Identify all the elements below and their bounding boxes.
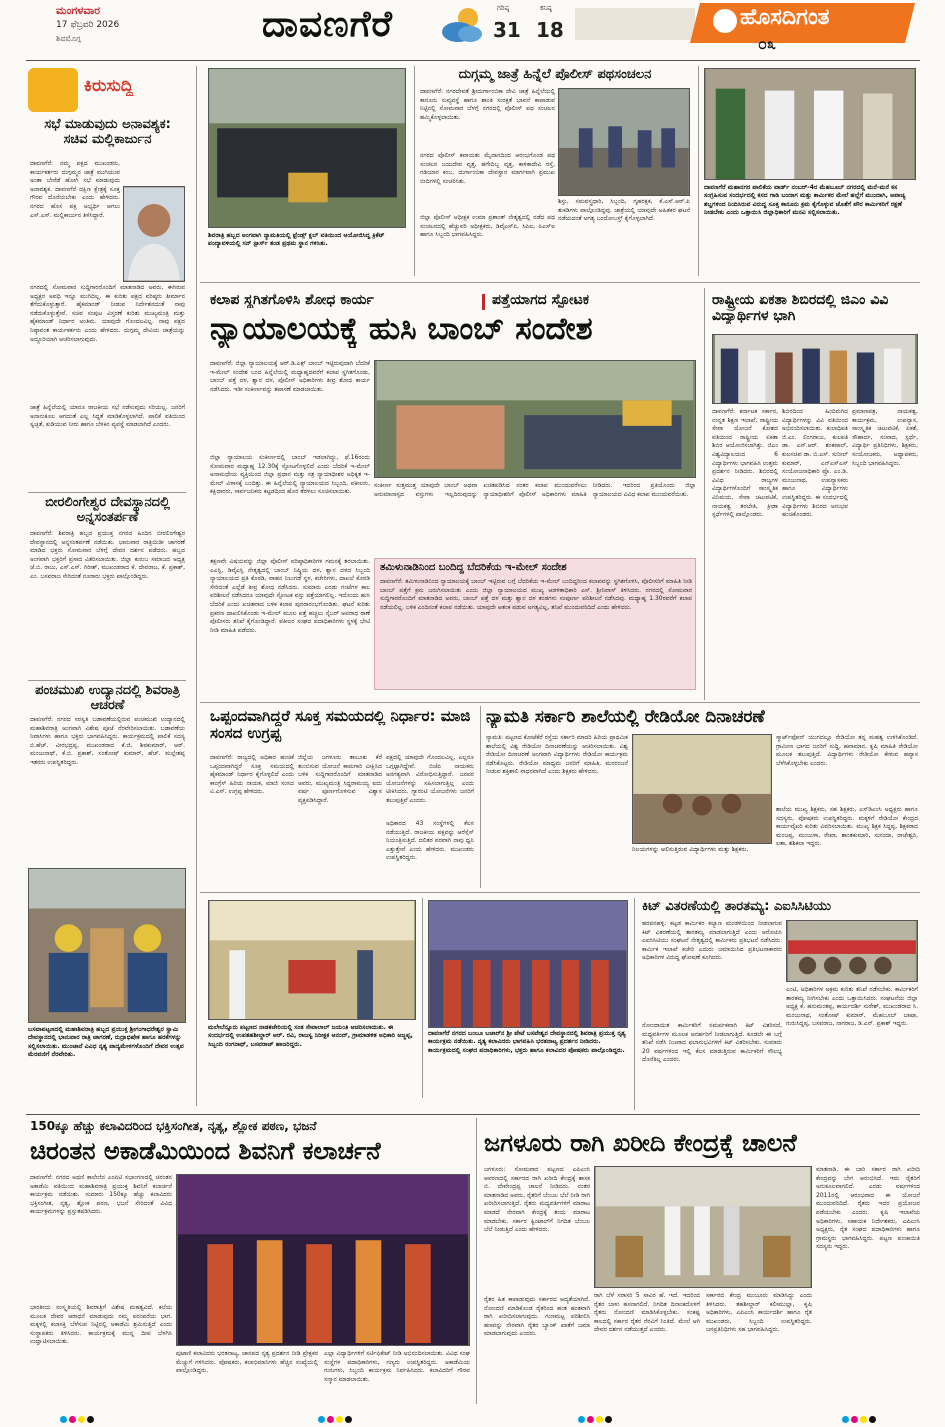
left-text-2: ದಾವಣಗೆರೆ: ಶಿವರಾತ್ರಿ ಹಬ್ಬದ ಪ್ರಯುಕ್ತ ನಗರದ ಹಿಂದಿನ ಬೀರಲಿಂಗೇಶ್ವರ ದೇವಸ್ಥಾನದಲ್ಲಿ ಅನ್ನಸಂತರ್ಪಣೆ ನಡೆಯಿತು. ಭಾನುವಾರ ರಾತ್ರಿಯಿಡೀ ಜಾಗರಣೆ ಮಾಡಿದ ಭಕ್ತರು ಸೋಮವಾರ ಬೆಳಿಗ್ಗೆ ದೇವರ ದರ್ಶನ ಪಡೆದರು. ಹಬ್ಬದ ಅಂಗವಾಗಿ ಭಕ್ತರಿಗೆ ಪ್ರಸಾದ ವಿತರಿಸಲಾಯಿತು. ಜಿಲ್ಲಾ ಕುರುಬ ಸಮಾಜದ ಅಧ್ಯಕ್ಷ ಜೆ.ಬಿ. ರಾಜು, ಎಸ್.ಎಸ್. ಗಿರೀಶ್, ಮುಖಂಡರಾದ ಕೆ. ದೇವರಾಜ, ಕೆ. ಪ್ರಕಾಶ್, ಎಂ. ಬಸವರಾಜ ಸೇರಿದಂತೆ ನೂರಾರು ಭಕ್ತರು ಪಾಲ್ಗೊಂಡಿದ್ದರು. [30,530,185,580]
basavapattana-photo [28,868,186,1023]
contract-headline: ಒಪ್ಪಂದವಾಗಿದ್ದರೆ ಸೂಕ್ತ ಸಮಯದಲ್ಲಿ ನಿರ್ಧಾರ: ಮಾಜಿ ಸಂಸದ ಉಗ್ರಪ್ಪ [210,708,471,743]
masthead-colorbar [575,8,695,40]
jvm-text-2: ಶಿಬಿರದಿಂದ ಹಿಂದಿರುಗಿದ ವಿದ್ಯಾರ್ಥಿಗಳನ್ನು ವಿವಿ ವತಿಯಿಂದ ಅಭಿನಂದಿಸಲಾಯಿತು. ಕುಲಾಧಿಪತಿ ಜಿ.ಎಂ. ಲಿಂಗರಾಜು, ಕುಲಪತಿ ಡಾ. ಎಸ್.ಆರ್. ಶಂಕಪಾಲ್, ಕುಲಸಚಿವ ಡಾ. ಬಿ.ಎಸ್. ಸುನೀಲ್ ಕುಮಾರ್, ಎನ್‌ಎಸ್‌ಎಸ್ ಸಂಯೋಜನಾಧಿಕಾರಿ ಪ್ರೊ. ಎಂ.ಡಿ. ಮಂಜುನಾಥ, ಉಪನ್ಯಾಸಕರು ಹಾಗೂ ವಿದ್ಯಾರ್ಥಿಗಳು ಉಪಸ್ಥಿತರಿದ್ದರು. ಈ ಸಂದರ್ಭದಲ್ಲಿ ವಿದ್ಯಾರ್ಥಿಗಳು ಶಿಬಿರದ ಅನುಭವ ಹಂಚಿಕೊಂಡರು. [782,408,848,519]
masthead-date: 17 ಫೆಬ್ರವರಿ 2026 [56,20,120,30]
left-headline-3: ಪಂಚಮುಖಿ ಉದ್ಯಾನದಲ್ಲಿ ಶಿವರಾತ್ರಿ ಆಚರಣೆ [35,684,180,713]
bomb-kicker-divider [482,294,485,310]
academy-kicker: 150ಕ್ಕೂ ಹೆಚ್ಚು ಕಲಾವಿದರಿಂದ ಭಕ್ತಿಸಂಗೀತ, ನೃತ್ಯ, ಶ್ಲೋಕ ಪಠಣ, ಭಜನೆ [30,1120,317,1133]
bomb-box-text: ದಾವಣಗೆರೆ: ತಮಿಳುನಾಡಿನಿಂದ ನ್ಯಾಯಾಲಯಕ್ಕೆ ಬಾಂಬ್ ಇಟ್ಟಿರುವ ಬಗ್ಗೆ ಬೆದರಿಕೆಯ ಇ-ಮೇಲ್ ಬಂದಿದ್ದರಿಂದ ಕಲಾಪವನ್ನು ಸ್ಥಗಿತಗೊಳಿಸಿ, ಪೊಲೀಸರಿಗೆ ಮಾಹಿತಿ ನೀಡಿ ಬಾಂಬ್ ಪತ್ತೆಗೆ ಕ್ರಮ ಜರುಗಿಸಲಾಯಿತು ಎಂದು ಜಿಲ್ಲಾ ನ್ಯಾಯಾಲಯದ ಮುಖ್ಯ ಆಡಳಿತಾಧಿಕಾರಿ ಎಸ್. ಶ್ರೀನಿವಾಸ್ ತಿಳಿಸಿದರು. ನಗರದಲ್ಲಿ ಸೋಮವಾರ ಸುದ್ದಿಗಾರರೊಂದಿಗೆ ಮಾತನಾಡಿದ ಅವರು, ಬಾಂಬ್ ಪತ್ತೆ ದಳ ಮತ್ತು ಶ್ವಾನ ದಳ ತಂಡಗಳು ಸಂಪೂರ್ಣ ಪರಿಶೀಲನೆ ನಡೆಸಿದವು. ಮಧ್ಯಾಹ್ನ 1.30ರವರೆಗೆ ಕಲಾಪ ನಡೆಯಲಿಲ್ಲ. ಬಳಿಕ ಎಂದಿನಂತೆ ಕಲಾಪ ನಡೆಯಿತು. ಯಾವುದೇ ಆತಂಕ ಪಡುವ ಅಗತ್ಯವಿಲ್ಲ, ತನಿಖೆ ಮುಂದುವರಿದಿದೆ ಎಂದು ಹೇಳಿದರು. [380,578,692,611]
jvm-photo [712,334,918,404]
left-text-1a: ದಾವಣಗೆರೆ: ನಮ್ಮ ಪಕ್ಷದ ಮುಖಂಡರು, ಕಾರ್ಯಕರ್ತರು ದುಗ್ಗಮ್ಮನ ಜಾತ್ರೆ ಮುಗಿಯುವ ಅಂತಾ ಬೇರೆಡೆ ಹೋಗಿ ಸಭೆ ಮಾಡುವುದು ಅನಾವಶ್ಯಕ. ದಾವಣಗೆರೆ ದಕ್ಷಿಣ ಕ್ಷೇತ್ರಕ್ಕೆ ಸೂಕ್ತ ಗೌರವ ದೊರೆಯಬೇಕು ಎಂದು ಹೇಳಿದರು. ನಗರದ ಹೊಸ ಪಕ್ಷ ಅಭ್ಯರ್ಥಿ ಆಗಲು ಎಸ್.ಎಸ್. ಮಲ್ಲಿಕಾರ್ಜುನ ತಿಳಿಸಿದ್ದಾರೆ. [30,160,120,219]
radio-text-2: ಸ್ಮಾರ್ಟ್‌ಫೋನ್ ಯುಗದಲ್ಲೂ ರೇಡಿಯೋ ತನ್ನ ಮಹತ್ವ ಉಳಿಸಿಕೊಂಡಿದೆ. ಗ್ರಾಮೀಣ ಭಾಗದ ಜನರಿಗೆ ಸುದ್ದಿ, ಹವಾಮಾನ, ಕೃಷಿ ಮಾಹಿತಿ ರೇಡಿಯೋ ಮೂಲಕ ತಲುಪುತ್ತಿದೆ. ವಿದ್ಯಾರ್ಥಿಗಳು ರೇಡಿಯೋ ಕೇಳುವ ಹವ್ಯಾಸ ಬೆಳೆಸಿಕೊಳ್ಳಬೇಕು ಎಂದರು. [776,734,918,767]
jvm-headline: ರಾಷ್ಟ್ರೀಯ ಏಕತಾ ಶಿಬಿರದಲ್ಲಿ ಜಿಎಂ ವಿವಿ ವಿದ್ಯಾರ್ಥಿಗಳ ಭಾಗಿ [712,292,889,325]
left-headline-2: ಬೀರಲಿಂಗೇಶ್ವರ ದೇವಸ್ಥಾನದಲ್ಲಿ ಅನ್ನಸಂತರ್ಪಣೆ [45,496,170,525]
police-march-text-2: ನಗರದ ಪೊಲೀಸ್ ಕವಾಯತು ಮೈದಾನದಿಂದ ಆರಂಭಗೊಂಡ ಪಥ ಸಂಚಲನ ಜಯದೇವ ವೃತ್ತ, ಹಗೇದಿಬ್ಬ ವೃತ್ತ, ಕಾಳಿಕಾದೇವಿ ರಸ್ತೆ, ಗಡಿಯಾರ ಕಂಬ, ದುರ್ಗಾಂಬಿಕಾ ದೇವಸ್ಥಾನ ಮಾರ್ಗವಾಗಿ ಪ್ರಮುಖ ಬೀದಿಗಳಲ್ಲಿ ಸಂಚರಿಸಿತು. [420,152,555,185]
min-temp: 18 [536,18,564,42]
max-temp: 31 [493,18,521,42]
row-rule-3 [200,892,920,893]
police-march-text-1: ದಾವಣಗೆರೆ: ನಗರದೇವತೆ ಶ್ರೀದುರ್ಗಾಂಬಿಕಾ ದೇವಿ ಜಾತ್ರೆ ಹಿನ್ನೆಲೆಯಲ್ಲಿ ಕಾನೂನು ಸುವ್ಯವಸ್ಥೆ ಹಾಗೂ ಶಾಂತಿ ಸುರಕ್ಷತೆ ಭಾವನೆ ಕಾಪಾಡುವ ನಿಟ್ಟಿನಲ್ಲಿ ಸೋಮವಾರ ಬೆಳಗ್ಗೆ ನಗರದಲ್ಲಿ ಪೊಲೀಸ್ ಪಥ ಸಂಚಲನ ಹಮ್ಮಿಕೊಳ್ಳಲಾಯಿತು. [420,88,555,121]
left-text-1b: ನಗರದಲ್ಲಿ ಸೋಮವಾರ ಸುದ್ದಿಗಾರರೊಂದಿಗೆ ಮಾತನಾಡಿದ ಅವರು, ಈಗಿರುವ ಅಧ್ಯಕ್ಷರ ಅವಧಿ ಇನ್ನೂ ಮುಗಿದಿಲ್ಲ. ಈ ಕುರಿತು ಪಕ್ಷದ ವರಿಷ್ಠರು ತೀರ್ಮಾನ ತೆಗೆದುಕೊಳ್ಳುತ್ತಾರೆ. ಹೈಕಮಾಂಡ್ ನೀಡುವ ನಿರ್ದೇಶನದಂತೆ ನಾವು ನಡೆದುಕೊಳ್ಳುತ್ತೇವೆ. ಸಚಿವ ಸಂಪುಟ ವಿಸ್ತರಣೆ ಕುರಿತು ಮುಖ್ಯಮಂತ್ರಿ ಮತ್ತು ಹೈಕಮಾಂಡ್ ನಿರ್ಧಾರ ಅಂತಿಮ. ಯಾವುದೇ ಗೊಂದಲವಿಲ್ಲ. ನಾವು ಪಕ್ಷದ ನಿಷ್ಠಾವಂತ ಕಾರ್ಯಕರ್ತರು ಎಂದು ಹೇಳಿದರು. ದುಗ್ಗಮ್ಮ ದೇವಿಯ ಜಾತ್ರೆಯನ್ನು ಅದ್ದೂರಿಯಾಗಿ ಆಚರಿಸಲಾಗುವುದು. [30,284,185,343]
academy-text-2: ಭಾರತೀಯ ಸಂಸ್ಕೃತಿಯಲ್ಲಿ ಶಿವರಾತ್ರಿಗೆ ವಿಶೇಷ ಮಹತ್ವವಿದೆ. ಕಲೆಯ ಮೂಲಕ ದೇವರ ಆರಾಧನೆ ಮಾಡುವುದು ನಮ್ಮ ಪರಂಪರೆಯ ಭಾಗ. ಮಕ್ಕಳಲ್ಲಿ ಕಲಾಸಕ್ತಿ ಬೆಳೆಸುವ ನಿಟ್ಟಿನಲ್ಲಿ ಅಕಾಡೆಮಿ ಶ್ರಮಿಸುತ್ತಿದೆ ಎಂದು ಸಂಸ್ಥಾಪಕರು ತಿಳಿಸಿದರು. ಕಾರ್ಯಕ್ರಮಕ್ಕೆ ಮುನ್ನ ದೀಪ ಬೆಳಗಿಸಿ ಉದ್ಘಾಟಿಸಲಾಯಿತು. [30,1304,172,1346]
ragi-text-3: ರಾಗಿ ಬೆಳೆ ಸರಾಸರಿ 5 ಸಾವಿರ ಹೆ. ಇದೆ. ಇದರಿಂದ ರೈತರ ಬಾಳು ಹಸನಾಗಲಿದೆ. ನಿಗದಿತ ದಿನಾಂಕದೊಳಗೆ ರೈತರು ನೋಂದಣಿ ಮಾಡಿಸಿಕೊಳ್ಳಬೇಕು. ಸಂಕಷ್ಟ ಕಾಲದಲ್ಲಿ ಸರ್ಕಾರ ರೈತರ ನೆರವಿಗೆ ನಿಂತಿದೆ. ಮೇಲೆ ಆಗಿ ದೇವರ ದರ್ಶನ ನಡೆಯುತ್ತದೆ ಎಂದರು. [594,1292,700,1334]
ragi-text-4: ಸರ್ಕಾರದ ಕೇಂದ್ರ ಮಂಜೂರು ಮಾಡಿಸಿದ್ದು ಎಂದು ತಿಳಿಸಿದರು. ತಹಶೀಲ್ದಾರ್ ಕಲೀಮುಲ್ಲಾ, ಕೃಷಿ ಅಧಿಕಾರಿಗಳು, ಎಪಿಎಂಸಿ ಕಾರ್ಯದರ್ಶಿ ಹಾಗೂ ರೈತ ಮುಖಂಡರು, ಸಿಬ್ಬಂದಿ ಉಪಸ್ಥಿತರಿದ್ದರು. ಜನಪ್ರತಿನಿಧಿಗಳು ಸಹ ಭಾಗವಹಿಸಿದ್ದರು. [706,1292,812,1334]
left-text-1c: ಜಾತ್ರೆ ಹಿನ್ನೆಲೆಯಲ್ಲಿ ಯಾರೂ ರಾಜಕೀಯ ಸಭೆ ನಡೆಸುವುದು ಸರಿಯಲ್ಲ. ಜನರಿಗೆ ಅನಾನುಕೂಲ ಆಗದಂತೆ ಎಲ್ಲ ಸಿದ್ಧತೆ ಮಾಡಿಕೊಳ್ಳಲಾಗಿದೆ. ಪಾಲಿಕೆ ವತಿಯಿಂದ ಸ್ವಚ್ಛತೆ, ಕುಡಿಯುವ ನೀರು ಹಾಗೂ ಬೆಳಕಿನ ವ್ಯವಸ್ಥೆ ಮಾಡಲಾಗಿದೆ ಎಂದರು. [30,404,185,429]
jvm-text-1: ದಾವಣಗೆರೆ: ಕರ್ನಾಟಕ ಸರ್ಕಾರ, ಉನ್ನತ ಶಿಕ್ಷಣ ಇಲಾಖೆ, ರಾಷ್ಟ್ರೀಯ ಸೇವಾ ಯೋಜನೆ ಕೋಶದ ವತಿಯಿಂದ ರಾಷ್ಟ್ರೀಯ ಏಕತಾ ಶಿಬಿರ ಆಯೋಜಿಸಲಾಗಿತ್ತು. ಜಿಎಂ ವಿಶ್ವವಿದ್ಯಾಲಯದ 6 ವಿದ್ಯಾರ್ಥಿಗಳು ಭಾಗವಹಿಸಿ ಉತ್ತಮ ಪ್ರದರ್ಶನ ನೀಡಿದರು. ಶಿಬಿರದಲ್ಲಿ ವಿವಿಧ ರಾಜ್ಯಗಳ ವಿದ್ಯಾರ್ಥಿಗಳೊಂದಿಗೆ ಸಾಂಸ್ಕೃತಿಕ ವಿನಿಮಯ, ಸೇವಾ ಚಟುವಟಿಕೆ, ನಾಯಕತ್ವ ತರಬೇತಿ, ಕ್ರೀಡಾ ಸ್ಪರ್ಧೆಗಳಲ್ಲಿ ಪಾಲ್ಗೊಂಡರು. [712,408,778,519]
row-rule-4 [26,1114,920,1115]
contract-text-4: ಅಧಿಕಾರದ 43 ಸಂಸ್ಥೆಗಳಲ್ಲಿ ಕೆಲಸ ನಡೆಯುತ್ತಿದೆ. ರಾಜಕೀಯ ಪಕ್ಷವನ್ನು ಆರೆಸ್ಸೆಸ್ ನಿಯಂತ್ರಿಸುತ್ತಿದೆ. ದಲಿತರ ಪರವಾಗಿ ನಾವು ಧ್ವನಿ ಎತ್ತುತ್ತೇವೆ ಎಂದು ಹೇಳಿದರು. ಮುಖಂಡರು ಉಪಸ್ಥಿತರಿದ್ದರು. [386,820,474,862]
police-march-photo [558,88,690,196]
academy-text-3: ಪುಟಾಣಿ ಕಲಾವಿದರು ಭರತನಾಟ್ಯ, ಜಾನಪದ ನೃತ್ಯ ಪ್ರದರ್ಶನ ನೀಡಿ ಪ್ರೇಕ್ಷಕರ ಮೆಚ್ಚುಗೆ ಗಳಿಸಿದರು. ಪೋಷಕರು, ಕಲಾಭಿಮಾನಿಗಳು ಹೆಚ್ಚಿನ ಸಂಖ್ಯೆಯಲ್ಲಿ ಪಾಲ್ಗೊಂಡಿದ್ದರು. [176,1350,318,1375]
dance-caption: ದಾವಣಗೆರೆ ನಗರದ ಬಂಬೂ ಬಜಾರ್‌ನ ಶ್ರೀ ಪೇಟೆ ಬಸವೇಶ್ವರ ದೇವಸ್ಥಾನದಲ್ಲಿ ಶಿವರಾತ್ರಿ ಪ್ರಯುಕ್ತ ನೃತ್ಯ ಕಾರ್ಯಕ್ರಮ ನಡೆಯಿತು. ನೃತ್ಯ ಕಲಾವಿದರು ಭಾಗವಹಿಸಿ ಭರತನಾಟ್ಯ ಪ್ರದರ್ಶನ ನೀಡಿದರು. ಕಾರ್ಯಕ್ರಮದಲ್ಲಿ ಸಂಘದ ಪದಾಧಿಕಾರಿಗಳು, ಭಕ್ತರು ಹಾಗೂ ಕಲಾವಿದರ ಪೋಷಕರು ಪಾಲ್ಗೊಂಡಿದ್ದರು. [428,1030,626,1054]
ragi-text-1: ಜಗಳೂರು: ಸೋಮವಾರ ಪಟ್ಟಣದ ಎಪಿಎಂಸಿ ಆವರಣದಲ್ಲಿ ಸರ್ಕಾರದ ರಾಗಿ ಖರೀದಿ ಕೇಂದ್ರಕ್ಕೆ ಶಾಸಕ ಬಿ. ದೇವೇಂದ್ರಪ್ಪ ಚಾಲನೆ ನೀಡಿದರು. ನಂತರ ಮಾತನಾಡಿದ ಅವರು, ರೈತರಿಗೆ ಬೆಂಬಲ ಬೆಲೆ ನೀಡಿ ರಾಗಿ ಖರೀದಿಸಲಾಗುತ್ತಿದೆ. ರೈತರು ಮಧ್ಯವರ್ತಿಗಳಿಗೆ ಮಾರಾಟ ಮಾಡದೆ ನೇರವಾಗಿ ಕೇಂದ್ರಕ್ಕೆ ತಂದು ಮಾರಾಟ ಮಾಡಬೇಕು. ಸರ್ಕಾರ ಕ್ವಿಂಟಾಲ್‌ಗೆ ನಿಗದಿತ ಬೆಂಬಲ ಬೆಲೆ ನೀಡುತ್ತಿದೆ ಎಂದು ಹೇಳಿದರು. [484,1166,590,1234]
sevalal-photo [208,900,416,1020]
memorandum-photo [704,68,916,180]
masthead-day: ಮಂಗಳವಾರ [56,4,101,17]
kirusuddi-banner [28,68,184,112]
bomb-kicker-2: ಪತ್ತೆಯಾಗದ ಸ್ಫೋಟಕ [492,292,590,308]
col-rule-left [196,66,197,1106]
col-rule-mid-2 [480,706,481,888]
protest-photo [786,920,918,982]
contract-text-1: ದಾವಣಗೆರೆ: ರಾಜ್ಯದಲ್ಲಿ ಅಧಿಕಾರ ಹಂಚಿಕೆ ಒಪ್ಪಂದವಾಗಿದ್ದರೆ ಸೂಕ್ತ ಸಮಯದಲ್ಲಿ ಹೈಕಮಾಂಡ್ ನಿರ್ಧಾರ ಕೈಗೊಳ್ಳಲಿದೆ ಎಂದು ಕಾಂಗ್ರೆಸ್ ಹಿರಿಯ ನಾಯಕ, ಮಾಜಿ ಸಂಸದ ವಿ.ಎಸ್. ಉಗ್ರಪ್ಪ ಹೇಳಿದರು. [210,754,294,796]
academy-text-1: ದಾವಣಗೆರೆ: ನಗರದ ಅಥಣಿ ಕಾಲೇಜಿನ ಎಂಪಿಟಿ ಸಭಾಂಗಣದಲ್ಲಿ ಚಿರಂತನ ಅಕಾಡೆಮಿ ವತಿಯಿಂದ ಮಹಾಶಿವರಾತ್ರಿ ಪ್ರಯುಕ್ತ ಶಿವನಿಗೆ ಕಲಾರ್ಚನೆ ಕಾರ್ಯಕ್ರಮ ನಡೆಯಿತು. ಸುಮಾರು 150ಕ್ಕೂ ಹೆಚ್ಚು ಕಲಾವಿದರು ಭಕ್ತಿಸಂಗೀತ, ನೃತ್ಯ, ಶ್ಲೋಕ ಪಠಣ, ಭಜನೆ ಸೇರಿದಂತೆ ವಿವಿಧ ಕಾರ್ಯಕ್ರಮಗಳನ್ನು ಪ್ರಸ್ತುತಪಡಿಸಿದರು. [30,1174,172,1216]
radio-text-3: ಶಾಲೆಯ ಮುಖ್ಯ ಶಿಕ್ಷಕರು, ಸಹ ಶಿಕ್ಷಕರು, ಎಸ್‌ಡಿಎಂಸಿ ಅಧ್ಯಕ್ಷರು ಹಾಗೂ ಸದಸ್ಯರು, ಪೋಷಕರು ಉಪಸ್ಥಿತರಿದ್ದರು. ಮಕ್ಕಳಿಗೆ ರೇಡಿಯೋ ಕೇಂದ್ರದ ಕಾರ್ಯವೈಖರಿ ಕುರಿತು ವಿವರಿಸಲಾಯಿತು. ಮುಖ್ಯ ಶಿಕ್ಷಕ ಸಿದ್ದಪ್ಪ, ಶಿಕ್ಷಕರಾದ ಮಂಜಪ್ಪ, ಮಂಜುಳಾ, ರೇಖಾ, ಶಾಂತಕುಮಾರಿ, ಸುನಂದಾ, ರಾಜೇಶ್ವರಿ, ಲತಾ, ಶಶಿಕಲಾ ಇದ್ದರು. [776,806,918,848]
kirusuddi-icon [28,68,78,112]
bomb-text-4: ಸಂಕೀರ್ಣ ಸುತ್ತಮುತ್ತ ಯಾವುದೇ ಬಾಂಬ್ ಅಥವಾ ಅನುಮಾನಾಸ್ಪದ ವಸ್ತುಗಳು ಇಲ್ಲದಿರುವುದನ್ನು ಖಚಿತಪಡಿಸಿದ ನಂತರ ಕಲಾಪ ಮುಂದುವರೆಸಲು ನ್ಯಾಯಾಧೀಶರಿಗೆ ಪೊಲೀಸ್ ಅಧಿಕಾರಿಗಳು ಮಾಹಿತಿ ನೀಡಿದರು. ಇದರಿಂದ ಪ್ರತಿಯೊಂದು ಜಿಲ್ಲಾ ನ್ಯಾಯಾಲಯದ ವಿವಿಧ ಕಲಾಪ ಮುಂದುವರೆಯಿತು. [374,482,696,498]
left-headline-1: ಸಭೆ ಮಾಡುವುದು ಅನಾವಶ್ಯಕ: ಸಚಿವ ಮಲ್ಲಿಕಾರ್ಜುನ [44,118,171,147]
dance-photo [428,900,628,1028]
max-label: ಗರಿಷ್ಠ [497,4,510,12]
jvm-text-3: ಪ್ರಮಾಣಪತ್ರ, ನಾಯಕತ್ವ, ಕಾರ್ಯಕ್ರಮ, ಉಪನ್ಯಾಸ, ಸಾಂಸ್ಕೃತಿಕ ಚಟುವಟಿಕೆ, ಏಕತೆ, ಸೌಹಾರ್ದ, ಸಂವಾದ, ಸ್ಪರ್ಧೆ, ವಿದ್ಯಾರ್ಥಿ ಪ್ರತಿನಿಧಿಗಳು, ಶಿಕ್ಷಕರು, ಸಂಯೋಜಕರು, ಅಧ್ಯಾಪಕರು, ಸಿಬ್ಬಂದಿ ಭಾಗವಹಿಸಿದ್ದರು. [852,408,918,467]
cricket-photo [208,68,406,228]
kirusuddi-label: ಕಿರುಸುದ್ದಿ [84,76,134,96]
col-rule-mid-1 [704,288,705,700]
kit-headline: ಕಿಟ್ ವಿತರಣೆಯಲ್ಲಿ ತಾರತಮ್ಯ: ಎಐಸಿಸಿಟಿಯು [642,900,832,914]
academy-text-4: ಎಲ್ಲಾ ವಿದ್ಯಾರ್ಥಿಗಳಿಗೆ ಸರ್ಟಿಫಿಕೇಟ್ ನೀಡಿ ಅಭಿನಂದಿಸಲಾಯಿತು. ವಿವಿಧ ಸಂಘ ಸಂಸ್ಥೆಗಳ ಪದಾಧಿಕಾರಿಗಳು, ಗಣ್ಯರು ಉಪಸ್ಥಿತರಿದ್ದರು. ಅಕಾಡೆಮಿಯ ಗುರುಗಳು, ಸಿಬ್ಬಂದಿ ಕಾರ್ಯಕ್ರಮ ನಿರ್ವಹಿಸಿದರು. ಕಲಾವಿದರಿಗೆ ಗೌರವ ಸನ್ಮಾನ ಮಾಡಲಾಯಿತು. [324,1350,470,1383]
col-rule-bottom [476,1118,477,1404]
masthead-rule [26,60,920,61]
kit-text-3: ಎಂಟಿ, ಅಧಿಕಾರಿಗಳ ಅಕ್ರಮ ಕುರಿತು ತನಿಖೆ ನಡೆಸಬೇಕು. ಕಾರ್ಮಿಕರಿಗೆ ತಾರತಮ್ಯ ನೀಗಿಸಬೇಕು ಎಂದು ಒತ್ತಾಯಿಸಿದರು. ಸಂಘಟನೆಯ ಜಿಲ್ಲಾ ಅಧ್ಯಕ್ಷ ಕೆ. ಹನುಮಂತಪ್ಪ, ಕಾರ್ಯದರ್ಶಿ ಸುರೇಶ್, ಮುಖಂಡರಾದ ಸಿ. ಮಂಜುನಾಥ, ಸಂತೋಷ್ ಕುಮಾರ್, ಮೆಹಬೂಬ್ ಬಾಷಾ, ಗುರುಸಿದ್ದಪ್ಪ, ಬಸವರಾಜ, ನಾಗರಾಜ, ಡಿ.ಎನ್. ಪ್ರಕಾಶ್ ಇದ್ದರು. [786,986,918,1028]
min-label: ಕನಿಷ್ಠ [540,4,552,12]
col-rule-top-1 [414,66,415,276]
police-march-text-3: ಜಿಲ್ಲಾ ಪೊಲೀಸ್ ಅಧೀಕ್ಷಕ ಉಮಾ ಪ್ರಶಾಂತ್ ನೇತೃತ್ವದಲ್ಲಿ ನಡೆದ ಪಥ ಸಂಚಲನದಲ್ಲಿ ಹೆಚ್ಚುವರಿ ಅಧೀಕ್ಷಕರು, ಡಿವೈಎಸ್‌ಪಿ, ಸಿಪಿಐ, ಪಿಎಸ್‌ಐ ಹಾಗೂ ಸಿಬ್ಬಂದಿ ಭಾಗವಹಿಸಿದ್ದರು. [420,214,555,239]
basavapattana-caption: ಬಸವಾಪಟ್ಟಣದಲ್ಲಿ ಮಹಾಶಿವರಾತ್ರಿ ಹಬ್ಬದ ಪ್ರಯುಕ್ತ ಶ್ರೀಗಂಗಾಧರೇಶ್ವರ ಸ್ವಾಮಿ ದೇವಸ್ಥಾನದಲ್ಲಿ ಭಾನುವಾರ ರಾತ್ರಿ ಜಾಗರಣೆ, ರುದ್ರಾಭಿಷೇಕ ಹಾಗೂ ಹರಕೆಗಳನ್ನು ಸಲ್ಲಿಸಲಾಯಿತು. ಮುಂಜಾನೆ ವಿವಿಧ ನೃತ್ಯ ವಾದ್ಯಮೇಳಗಳೊಂದಿಗೆ ದೇವರ ಉತ್ಸವ ಮೆರವಣಿಗೆ ನೆರವೇರಿತು. [28,1026,184,1059]
academy-headline: ಚಿರಂತನ ಅಕಾಡೆಮಿಯಿಂದ ಶಿವನಿಗೆ ಕಲಾರ್ಚನೆ [30,1138,381,1165]
left-text-3: ದಾವಣಗೆರೆ: ನಗರದ ಸರಸ್ವತಿ ಬಡಾವಣೆಯಲ್ಲಿರುವ ಪಂಚಮುಖಿ ಉದ್ಯಾನದಲ್ಲಿ ಮಹಾಶಿವರಾತ್ರಿ ಅಂಗವಾಗಿ ವಿಶೇಷ ಪೂಜೆ ನೆರವೇರಿಸಲಾಯಿತು. ಬಡಾವಣೆಯ ನಿವಾಸಿಗಳು ಹಾಗೂ ಭಕ್ತರು ಭಾಗವಹಿಸಿದ್ದರು. ಕಾರ್ಯಕ್ರಮದಲ್ಲಿ ಪಾಲಿಕೆ ಸದಸ್ಯ ಬಿ.ಹೆಚ್. ವೀರಭದ್ರಪ್ಪ, ಮುಖಂಡರಾದ ಕೆ.ಜಿ. ಶಿವಕುಮಾರ್, ಆರ್. ಮಂಜುನಾಥ್, ಕೆ.ಬಿ. ಪ್ರಕಾಶ್, ಸಂತೋಷ್ ಕುಮಾರ್, ಹೆಚ್. ಮಲ್ಲೇಶಪ್ಪ ಇತರರು ಉಪಸ್ಥಿತರಿದ್ದರು. [30,716,185,766]
radio-text-1: ನ್ಯಾಮತಿ: ಪಟ್ಟಣದ ಕೋಟೆಕೆರೆ ರಸ್ತೆಯ ಸರ್ಕಾರಿ ಮಾದರಿ ಹಿರಿಯ ಪ್ರಾಥಮಿಕ ಶಾಲೆಯಲ್ಲಿ ವಿಶ್ವ ರೇಡಿಯೋ ದಿನಾಚರಣೆಯನ್ನು ಆಚರಿಸಲಾಯಿತು. ವಿಶ್ವ ರೇಡಿಯೋ ದಿನಾಚರಣೆ ಅಂಗವಾಗಿ ವಿದ್ಯಾರ್ಥಿಗಳು ರೇಡಿಯೋ ಕಾರ್ಯಕ್ರಮ ನಡೆಸಿಕೊಟ್ಟರು. ರೇಡಿಯೋ ಮಾಧ್ಯಮ ಜನರಿಗೆ ಮಾಹಿತಿ, ಮನರಂಜನೆ ನೀಡುವ ಶಕ್ತಿಶಾಲಿ ಸಾಧನವಾಗಿದೆ ಎಂದು ಶಿಕ್ಷಕರು ಹೇಳಿದರು. [486,734,628,776]
ragi-text-5: ಮಾತನಾಡಿ, ಈ ಬಾರಿ ಸರ್ಕಾರ ರಾಗಿ ಖರೀದಿ ಕೇಂದ್ರವನ್ನು ಬೇಗ ಆರಂಭಿಸಿದೆ. ಇದು ರೈತರಿಗೆ ಅನುಕೂಲವಾಗಲಿದೆ. ಎರಡು ವರ್ಷಗಳಿಂದ 2011ರಲ್ಲಿ ಆರಂಭವಾದ ಈ ಯೋಜನೆ ಮುಂದುವರಿದಿದೆ. ರೈತರು ಇದರ ಪ್ರಯೋಜನ ಪಡೆಯಬೇಕು ಎಂದರು. ಕೃಷಿ ಇಲಾಖೆಯ ಅಧಿಕಾರಿಗಳು, ಸಹಾಯಕ ನಿರ್ದೇಶಕರು, ಎಪಿಎಂಸಿ ಅಧ್ಯಕ್ಷರು, ರೈತ ಸಂಘದ ಪದಾಧಿಕಾರಿಗಳು ಹಾಗೂ ಗ್ರಾಮಸ್ಥರು ಭಾಗವಹಿಸಿದ್ದರು. ಪಟ್ಟಣ ಪಂಚಾಯಿತಿ ಸದಸ್ಯರು ಇದ್ದರು. [816,1166,920,1251]
police-march-headline: ದುಗ್ಗಮ್ಮ ಜಾತ್ರೆ ಹಿನ್ನೆಲೆ ಪೊಲೀಸ್ ಪಥಸಂಚಲನ [458,68,652,82]
row-rule-1 [200,282,920,283]
col-rule-top-2 [698,66,699,276]
page-number: ೦೩ [758,34,776,52]
left-rule-1 [28,492,186,493]
academy-photo [176,1174,470,1346]
police-march-text-4: ಶಿಸ್ತು, ಸಮವಸ್ತ್ರಧಾರಿ, ಸಿಬ್ಬಂದಿ, ಗೃಹರಕ್ಷಕ, ಕೆ.ಎಸ್.ಆರ್.ಪಿ ತುಕಡಿಗಳು ಪಾಲ್ಗೊಂಡಿದ್ದವು. ಜಾತ್ರೆಯಲ್ಲಿ ಯಾವುದೇ ಅಹಿತಕರ ಘಟನೆ ನಡೆಯದಂತೆ ಅಗತ್ಯ ಬಂದೋಬಸ್ತ್ ಕೈಗೊಳ್ಳಲಾಗಿದೆ. [558,198,690,223]
paper-logo-icon [713,9,737,33]
bomb-box-headline: ತಮಿಳುನಾಡಿನಿಂದ ಬಂದಿದ್ದ ಬೆದರಿಕೆಯ ಇ-ಮೇಲ್ ಸಂದೇಶ [380,562,567,573]
contract-text-2: ಜಿಲ್ಲೆಯ ಜಗಳೂರು ತಾಲೂಕು ಕೆರೆ ತುಂಬಿಸುವ ಯೋಜನೆ ಕಾಮಗಾರಿ ವೀಕ್ಷಿಸಿದ ಬಳಿಕ ಸುದ್ದಿಗಾರರೊಂದಿಗೆ ಮಾತನಾಡಿದ ಅವರು, ಮುಖ್ಯಮಂತ್ರಿ ಸಿದ್ದರಾಮಯ್ಯ ಐದು ವರ್ಷ ಪೂರ್ಣಗೊಳಿಸುವ ವಿಶ್ವಾಸ ವ್ಯಕ್ತಪಡಿಸಿದ್ದಾರೆ. [298,754,382,804]
paper-name: ಹೊಸದಿಗಂತ [740,5,830,30]
memorandum-caption: ದಾವಣಗೆರೆ ಮಹಾನಗರ ಪಾಲಿಕೆಯ ವಾರ್ಡ್ ನಂಬರ್-4ರ ಮೆಹಬೂಬ್ ನಗರದಲ್ಲಿ ಮನೆ-ಮನೆ ಕಸ ಸಂಗ್ರಹಿಸುವ ಸಂದರ್ಭದಲ್ಲಿ ಕಸದ ಗಾಡಿ ಬಂದಾಗ ಮತ್ತು ಕಾರ್ಮಿಕರ ಮೇಲೆ ಹಲ್ಲೆಗೆ ಮುಂದಾಗಿ, ಅವಾಚ್ಯ ಶಬ್ದಗಳಿಂದ ನಿಂದಿಸಿರುವ ವಿರುದ್ಧ ಸೂಕ್ತ ಕಾನೂನು ಕ್ರಮ ಕೈಗೊಳ್ಳುವ ಜೊತೆಗೆ ಪೌರ ಕಾರ್ಮಿಕರಿಗೆ ರಕ್ಷಣೆ ನೀಡಬೇಕು ಎಂದು ಒತ್ತಾಯಿಸಿ ಜಿಲ್ಲಾಧಿಕಾರಿಗೆ ಮನವಿ ಸಲ್ಲಿಸಲಾಯಿತು. [704,184,906,217]
kit-text-1: ಹರಪನಹಳ್ಳಿ: ಕಟ್ಟಡ ಕಾರ್ಮಿಕರ ಕಲ್ಯಾಣ ಮಂಡಳಿಯಿಂದ ನೀಡಲಾಗುವ ಕಿಟ್ ವಿತರಣೆಯಲ್ಲಿ ತಾರತಮ್ಯ ಮಾಡಲಾಗುತ್ತಿದೆ ಎಂದು ಆರೋಪಿಸಿ ಎಐಸಿಸಿಟಿಯು ಸಂಘಟನೆ ನೇತೃತ್ವದಲ್ಲಿ ಕಾರ್ಮಿಕರು ಪ್ರತಿಭಟನೆ ನಡೆಸಿದರು. ಕಾರ್ಮಿಕ ಇಲಾಖೆ ಕಚೇರಿ ಎದುರು ಜಮಾಯಿಸಿದ ಪ್ರತಿಭಟನಾಕಾರರು ಅಧಿಕಾರಿಗಳ ವಿರುದ್ಧ ಘೋಷಣೆ ಕೂಗಿದರು. [642,920,782,962]
weather-icon [436,4,488,46]
bomb-text-3: ತಕ್ಷಣವೇ ವಿಷಯವನ್ನು ಜಿಲ್ಲಾ ಪೊಲೀಸ್ ವರಿಷ್ಠಾಧಿಕಾರಿಗಳ ಗಮನಕ್ಕೆ ತರಲಾಯಿತು. ಎಎಸ್ಪಿ, ಡಿವೈಎಸ್ಪಿ ನೇತೃತ್ವದಲ್ಲಿ ಬಾಂಬ್ ನಿಷ್ಕ್ರಿಯ ದಳ, ಶ್ವಾನ ದಳದ ಸಿಬ್ಬಂದಿ ನ್ಯಾಯಾಲಯದ ಪ್ರತಿ ಕೊಠಡಿ, ವಾಹನ ನಿಲುಗಡೆ ಸ್ಥಳ, ಕಚೇರಿಗಳು, ದಾಖಲೆ ಕೊಠಡಿ ಸೇರಿದಂತೆ ಎಲ್ಲೆಡೆ ತೀವ್ರ ಶೋಧ ನಡೆಸಿದರು. ಸುಮಾರು ಎರಡು ಗಂಟೆಗಳ ಕಾಲ ಪರಿಶೀಲನೆ ನಡೆಸಿದರೂ ಯಾವುದೇ ಸ್ಫೋಟಕ ವಸ್ತು ಪತ್ತೆಯಾಗಲಿಲ್ಲ. ಇದೊಂದು ಹುಸಿ ಬೆದರಿಕೆ ಎಂದು ಖಚಿತವಾದ ಬಳಿಕ ಕಲಾಪ ಪುನರಾರಂಭಗೊಂಡಿತು. ಘಟನೆ ಕುರಿತು ಪ್ರಕರಣ ದಾಖಲಿಸಿಕೊಂಡು ಇ-ಮೇಲ್ ಮೂಲ ಪತ್ತೆ ಹಚ್ಚಲು ಸೈಬರ್ ಅಪರಾಧ ಠಾಣೆ ಪೊಲೀಸರು ತನಿಖೆ ಕೈಗೊಂಡಿದ್ದಾರೆ. ವಕೀಲರ ಸಂಘದ ಪದಾಧಿಕಾರಿಗಳು ಸ್ಥಳಕ್ಕೆ ಭೇಟಿ ನೀಡಿ ಮಾಹಿತಿ ಪಡೆದರು. [210,558,370,634]
radio-caption: ನಿಲಯಗಳನ್ನು ಆಲಿಸುತ್ತಿರುವ ವಿದ್ಯಾರ್ಥಿಗಳು ಮತ್ತು ಶಿಕ್ಷಕರು. [632,846,749,853]
bomb-text-2: ಜಿಲ್ಲಾ ನ್ಯಾಯಾಲಯ ಸಂಕೀರ್ಣದಲ್ಲಿ ಬಾಂಬ್ ಇಡಲಾಗಿದ್ದು, ಫೆ.16ರಂದು ಸೋಮವಾರ ಮಧ್ಯಾಹ್ನ 12.30ಕ್ಕೆ ಸ್ಫೋಟಗೊಳ್ಳಲಿದೆ ಎಂದು ಬೆದರಿಕೆ ಇ-ಮೇಲ್ ಅನಾಮಧೇಯ ವ್ಯಕ್ತಿಯಿಂದ ಜಿಲ್ಲಾ ಪ್ರಧಾನ ಮತ್ತು ಸತ್ರ ನ್ಯಾಯಾಧೀಶರ ಅಧಿಕೃತ ಇ-ಮೇಲ್ ವಿಳಾಸಕ್ಕೆ ಬಂದಿತ್ತು. ಈ ಹಿನ್ನೆಲೆಯಲ್ಲಿ ನ್ಯಾಯಾಲಯದ ಸಿಬ್ಬಂದಿ, ವಕೀಲರು, ಕಕ್ಷಿದಾರರು, ಸಾರ್ವಜನಿಕರು ಕಟ್ಟಡದಿಂದ ಹೊರ ತೆರಳಲು ಸೂಚಿಸಲಾಯಿತು. [210,454,370,496]
court-photo [374,360,696,478]
bomb-kicker-1: ಕಲಾಪ ಸ್ಥಗಿತಗೊಳಿಸಿ ಶೋಧ ಕಾರ್ಯ [210,292,374,308]
sevalal-caption: ಮಲೇಬೆನ್ನೂರು ಪಟ್ಟಣದ ನಾಡಕಚೇರಿಯಲ್ಲಿ ಸಂತ ಸೇವಾಲಾಲ್ ಜಯಂತಿ ಆಚರಿಸಲಾಯಿತು. ಈ ಸಂದರ್ಭದಲ್ಲಿ ಉಪತಹಶೀಲ್ದಾರ್ ಆರ್. ರವಿ, ರಾಜಸ್ವ ನಿರೀಕ್ಷಕ ಆನಂದ್, ಗ್ರಾಮಾಡಳಿತ ಅಧಿಕಾರಿ ಅಜ್ಜಪ್ಪ, ಸಿಬ್ಬಂದಿ ರಂಗನಾಥ್, ಬಸವರಾಜ್ ಹಾಜರಿದ್ದರು. [208,1024,413,1048]
radio-headline: ನ್ಯಾಮತಿ ಸರ್ಕಾರಿ ಶಾಲೆಯಲ್ಲಿ ರೇಡಿಯೋ ದಿನಾಚರಣೆ [486,708,765,727]
masthead-city: ಶಿವಮೊಗ್ಗ [56,34,81,43]
ragi-headline: ಜಗಳೂರು ರಾಗಿ ಖರೀದಿ ಕೇಂದ್ರಕ್ಕೆ ಚಾಲನೆ [484,1130,797,1157]
bomb-headline: ನ್ಯಾಯಾಲಯಕ್ಕೆ ಹುಸಿ ಬಾಂಬ್ ಸಂದೇಶ [210,312,593,347]
ragi-photo [594,1166,812,1288]
minister-photo [123,186,185,282]
bomb-text-1: ದಾವಣಗೆರೆ: ಜಿಲ್ಲಾ ನ್ಯಾಯಾಲಯಕ್ಕೆ ಆರ್.ಡಿ.ಎಕ್ಸ್ ಬಾಂಬ್ ಇಟ್ಟಿರುವುದಾಗಿ ಬೆದರಿಕೆ ಇ-ಮೇಲ್ ಸಂದೇಶ ಬಂದ ಹಿನ್ನೆಲೆಯಲ್ಲಿ ಮಧ್ಯಾಹ್ನದವರೆಗೆ ಕಲಾಪ ಸ್ಥಗಿತಗೊಂಡು, ಬಾಂಬ್ ಪತ್ತೆ ದಳ, ಶ್ವಾನ ದಳ, ಪೊಲೀಸ್ ಅಧಿಕಾರಿಗಳು ತೀವ್ರ ಶೋಧ ಕಾರ್ಯ ನಡೆಸಿದರು. ಇಡೀ ಸಂಕೀರ್ಣವನ್ನು ತಪಾಸಣೆ ಮಾಡಲಾಯಿತು. [210,360,370,393]
col-rule-photo-1 [422,898,423,1098]
left-rule-2 [28,680,186,681]
ragi-text-2: ರೈತರ ಹಿತ ಕಾಪಾಡುವುದು ಸರ್ಕಾರದ ಆದ್ಯತೆಯಾಗಿದೆ. ನೋಂದಣಿ ಮಾಡಿಕೊಂಡ ರೈತರಿಂದ ಹಂತ ಹಂತವಾಗಿ ರಾಗಿ ಖರೀದಿಸಲಾಗುವುದು. ಗುಣಮಟ್ಟ ಪರಿಶೀಲಿಸಿ ಹಣವನ್ನು ನೇರವಾಗಿ ರೈತರ ಬ್ಯಾಂಕ್ ಖಾತೆಗೆ ಜಮಾ ಮಾಡಲಾಗುವುದು ಎಂದರು. [484,1296,590,1338]
masthead-title: ದಾವಣಗೆರೆ [262,4,394,45]
kit-text-2: ನೋಂದಾಯಿತ ಕಾರ್ಮಿಕರಿಗೆ ಸಮರ್ಪಕವಾಗಿ ಕಿಟ್ ವಿತರಿಸದೆ, ಮಧ್ಯವರ್ತಿಗಳ ಮೂಲಕ ಅನರ್ಹರಿಗೆ ನೀಡಲಾಗುತ್ತಿದೆ. ಕೂಡಲೇ ಈ ಬಗ್ಗೆ ತನಿಖೆ ನಡೆಸಿ ನಿಜವಾದ ಫಲಾನುಭವಿಗಳಿಗೆ ಕಿಟ್ ವಿತರಿಸಬೇಕು. ಸುಮಾರು 20 ವರ್ಷಗಳಿಂದ ಇಲ್ಲಿ ಕೆಲಸ ಮಾಡುತ್ತಿರುವ ಕಾರ್ಮಿಕರಿಗೆ ಸೌಲಭ್ಯ ದೊರೆತಿಲ್ಲ ಎಂದರು. [642,1022,782,1064]
radio-photo [632,734,772,844]
row-rule-2 [200,702,920,703]
contract-text-3: ಪಕ್ಷದಲ್ಲಿ ಯಾವುದೇ ಗೊಂದಲವಿಲ್ಲ, ಎಲ್ಲರೂ ಒಗ್ಗಟ್ಟಾಗಿದ್ದೇವೆ. ಬಿಜೆಪಿ ನಾಯಕರು ಅನಗತ್ಯವಾಗಿ ವಿರೋಧಿಸುತ್ತಿದ್ದಾರೆ. ಜನಪರ ಯೋಜನೆಗಳನ್ನು ಸಹಿಸಲಾಗುತ್ತಿಲ್ಲ ಎಂದು ಟೀಕಿಸಿದರು. ಗ್ಯಾರಂಟಿ ಯೋಜನೆಗಳು ಜನರಿಗೆ ತಲುಪುತ್ತಿವೆ ಎಂದರು. [386,754,474,804]
masthead [0,0,945,52]
col-rule-photo-2 [634,898,635,1110]
cricket-caption: ಶಿವರಾತ್ರಿ ಹಬ್ಬದ ಅಂಗವಾಗಿ ನ್ಯಾಮತಿಯಲ್ಲಿ ಫ್ರೆಂಡ್ಸ್ ಕ್ಲಬ್ ವತಿಯಿಂದ ಆಯೋಜಿಸಿದ್ದ ಕ್ರಿಕೆಟ್ ಪಂದ್ಯಾವಳಿಯಲ್ಲಿ ಸನ್ ಸ್ಟಾರ್ಸ್ ತಂಡ ಪ್ರಥಮ ಸ್ಥಾನ ಗಳಿಸಿತು. [208,232,385,248]
